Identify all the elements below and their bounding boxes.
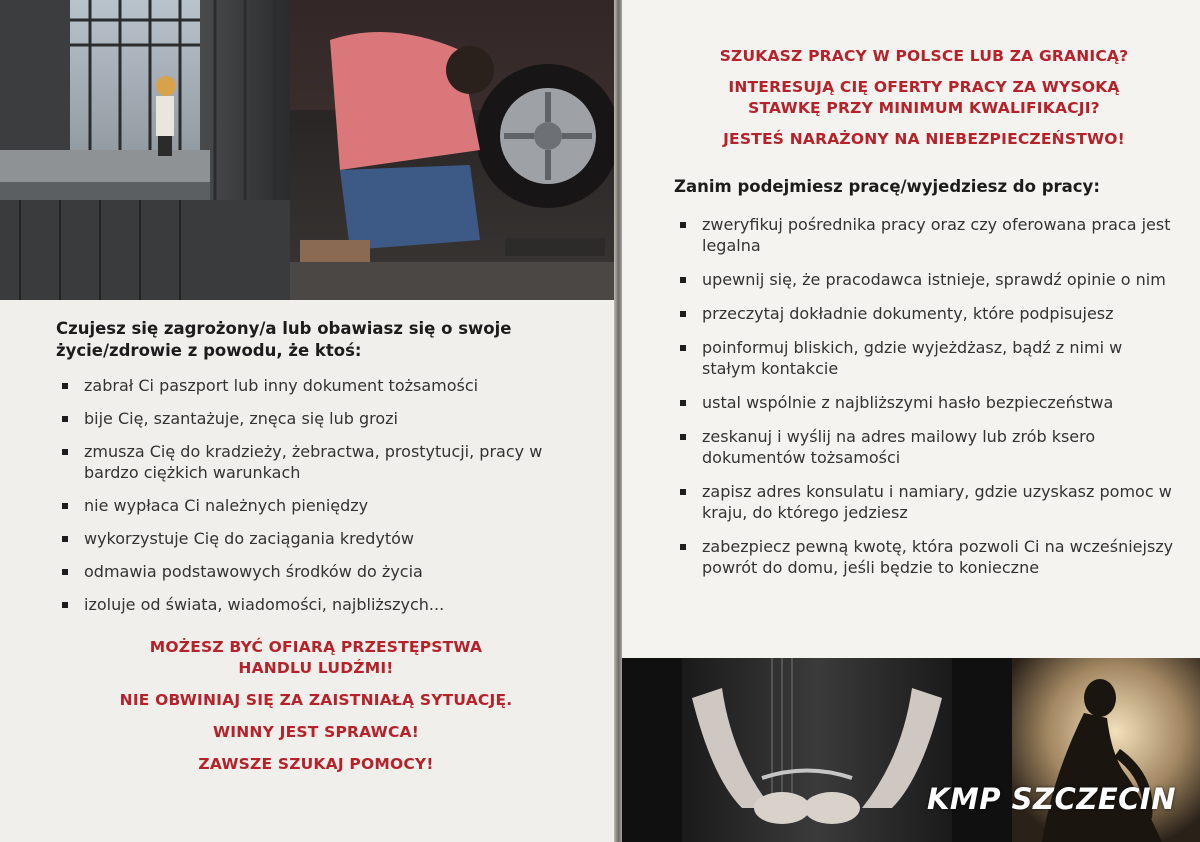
list-item: izoluje od świata, wiadomości, najbliższych... (56, 594, 576, 615)
workers-photo (0, 0, 618, 300)
left-warnings (56, 637, 576, 775)
list-item: bije Cię, szantażuje, znęca się lub grozi (56, 408, 576, 429)
list-item: odmawia podstawowych środków do życia (56, 561, 576, 582)
list-item: przeczytaj dokładnie dokumenty, które podpisujesz (674, 303, 1174, 324)
kmp-szczecin-watermark: KMP SZCZECIN (926, 782, 1176, 816)
right-page-text (674, 46, 1174, 591)
left-page-text (56, 318, 576, 786)
danger-signs-list (56, 375, 576, 615)
list-item: wykorzystuje Cię do zaciągania kredytów (56, 528, 576, 549)
right-heading: Zanim podejmiesz pracę/wyjedziesz do pracy: (674, 177, 1100, 196)
list-item: zapisz adres konsulatu i namiary, gdzie uzyskasz pomoc w kraju, do którego jedziesz (674, 481, 1174, 523)
leaflet-right-page (622, 0, 1200, 842)
list-item: zeskanuj i wyślij na adres mailowy lub zrób ksero dokumentów tożsamości (674, 426, 1174, 468)
list-item: upewnij się, że pracodawca istnieje, sprawdź opinie o nim (674, 269, 1174, 290)
workers-illustration (0, 0, 618, 300)
warning-victim: MOŻESZ BYĆ OFIARĄ PRZESTĘPSTWA HANDLU LUDŹMI! (149, 638, 483, 677)
safety-tips-list (674, 214, 1174, 578)
warning-perpetrator: WINNY JEST SPRAWCA! (212, 723, 419, 741)
warning-job-search: SZUKASZ PRACY W POLSCE LUB ZA GRANICĄ? (719, 47, 1129, 65)
warning-no-blame: NIE OBWINIAJ SIĘ ZA ZAISTNIAŁĄ SYTUACJĘ. (119, 691, 513, 709)
left-heading: Czujesz się zagrożony/a lub obawiasz się o swoje życie/zdrowie z powodu, że ktoś: (56, 319, 512, 360)
list-item: zabezpiecz pewną kwotę, która pozwoli Ci na wcześniejszy powrót do domu, jeśli będzie to konieczne (674, 536, 1174, 578)
list-item: zabrał Ci paszport lub inny dokument tożsamości (56, 375, 576, 396)
warning-danger: JESTEŚ NARAŻONY NA NIEBEZPIECZEŃSTWO! (723, 130, 1125, 148)
list-item: nie wypłaca Ci należnych pieniędzy (56, 495, 576, 516)
warning-high-pay: INTERESUJĄ CIĘ OFERTY PRACY ZA WYSOKĄ STAWKĘ PRZY MINIMUM KWALIFIKACJI? (728, 78, 1120, 117)
list-item: zmusza Cię do kradzieży, żebractwa, prostytucji, pracy w bardzo ciężkich warunkach (56, 441, 576, 483)
list-item: zweryfikuj pośrednika pracy oraz czy oferowana praca jest legalna (674, 214, 1174, 256)
list-item: ustal wspólnie z najbliższymi hasło bezpieczeństwa (674, 392, 1174, 413)
list-item: poinformuj bliskich, gdzie wyjeżdżasz, bądź z nimi w stałym kontakcie (674, 337, 1174, 379)
warning-seek-help: ZAWSZE SZUKAJ POMOCY! (198, 755, 434, 773)
